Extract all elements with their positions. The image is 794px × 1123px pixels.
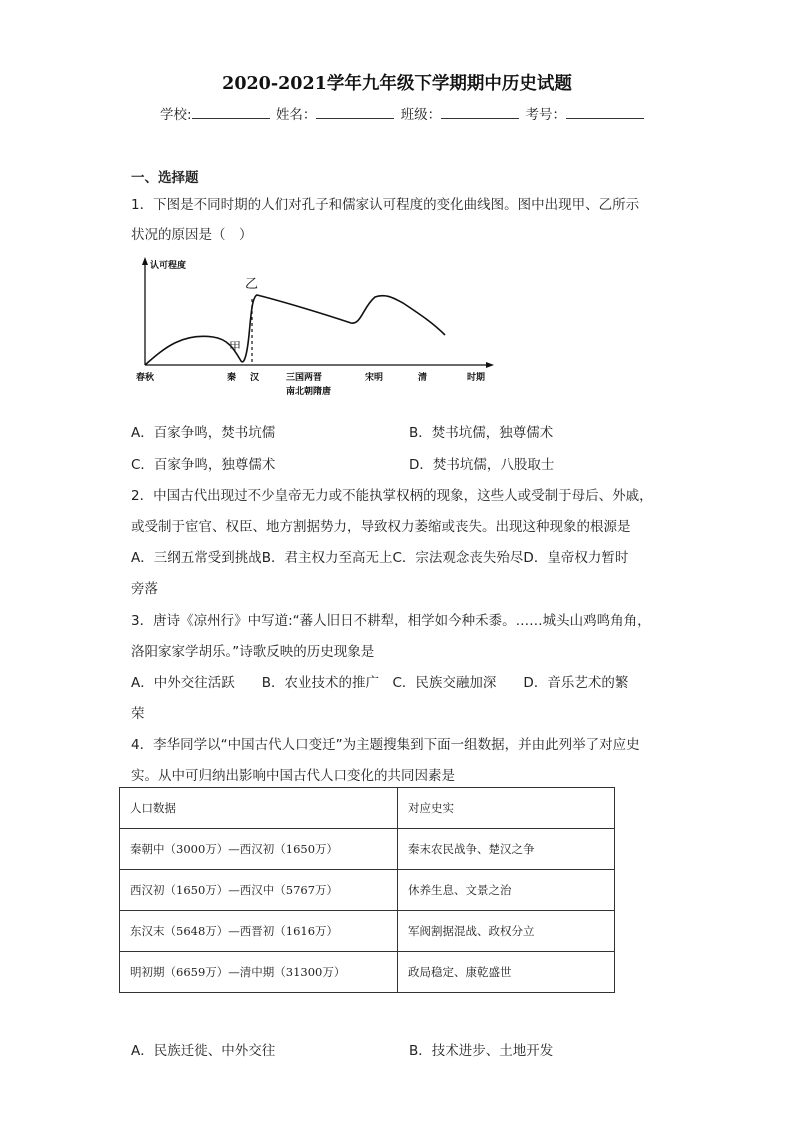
recognition-curve — [145, 295, 445, 365]
q4-option-b[interactable]: B．技术进步、土地开发 — [409, 1043, 554, 1059]
table-row — [120, 870, 615, 911]
q3-options-line[interactable]: A．中外交往活跃 B．农业技术的推广 C．民族交融加深 D．音乐艺术的繁 — [131, 675, 629, 691]
table-cell: 秦朝中（3000万）—西汉初（1650万） — [120, 829, 398, 870]
table-header-cell: 人口数据 — [120, 788, 398, 829]
q4-stem-line2: 实。从中可归纳出影响中国古代人口变化的共同因素是 — [131, 768, 455, 784]
q2-options-line-wrap: 旁落 — [131, 581, 158, 597]
y-axis-arrow — [142, 257, 148, 265]
q1-option-a[interactable]: A．百家争鸣，焚书坑儒 — [131, 425, 276, 441]
name-blank[interactable] — [316, 106, 394, 119]
table-row — [120, 952, 615, 993]
table-row — [120, 829, 615, 870]
q3-options-line-wrap: 荣 — [131, 706, 145, 722]
q2-stem-line1: 2．中国古代出现过不少皇帝无力或不能执掌权柄的现象，这些人或受制于母后、外戚， — [131, 488, 653, 504]
table-header-cell: 对应史实 — [398, 788, 615, 829]
table-cell: 军阀割据混战、政权分立 — [398, 911, 615, 952]
tick-label-songming: 宋明 — [365, 373, 384, 383]
q1-option-b[interactable]: B．焚书坑儒，独尊儒术 — [409, 425, 554, 441]
tick-label-qing: 清 — [418, 373, 428, 383]
tick-label-sanguo: 三国两晋 — [286, 373, 323, 383]
recognition-curve-chart — [131, 255, 501, 400]
tick-label-chunqiu: 春秋 — [136, 373, 155, 383]
q3-stem-line1: 3．唐诗《凉州行》中写道:“蕃人旧日不耕犁，相学如今种禾黍。……城头山鸡鸣角角， — [131, 613, 651, 629]
tick-label-han: 汉 — [250, 373, 260, 383]
name-label: 姓名： — [275, 107, 317, 123]
school-label: 学校: — [160, 107, 192, 123]
q4-stem-line1: 4．李华同学以“中国古代人口变迁”为主题搜集到下面一组数据，并由此列举了对应史 — [131, 737, 640, 753]
table-cell: 西汉初（1650万）—西汉中（5767万） — [120, 870, 398, 911]
section-heading: 一、选择题 — [131, 170, 199, 186]
population-table — [119, 787, 615, 993]
tick-label-nanbeichao: 南北朝隋唐 — [286, 387, 332, 397]
school-blank[interactable] — [192, 106, 270, 119]
annotation-yi: 乙 — [245, 277, 259, 292]
q1-option-d[interactable]: D．焚书坑儒，八股取士 — [409, 457, 555, 473]
table-cell: 秦末农民战争、楚汉之争 — [398, 829, 615, 870]
student-info-line — [160, 103, 646, 123]
q2-options-line[interactable]: A．三纲五常受到挑战B．君主权力至高无上C．宗法观念丧失殆尽D．皇帝权力暂时 — [131, 550, 629, 566]
q1-stem-line1: 1．下图是不同时期的人们对孔子和儒家认可程度的变化曲线图。图中出现甲、乙所示 — [131, 197, 640, 213]
annotation-jia: 甲 — [229, 340, 242, 354]
class-label: 班级： — [400, 107, 442, 123]
table-cell: 东汉末（5648万）—西晋初（1616万） — [120, 911, 398, 952]
table-header-row — [120, 788, 615, 829]
class-blank[interactable] — [441, 106, 519, 119]
tick-label-qin: 秦 — [227, 373, 237, 383]
id-blank[interactable] — [566, 106, 644, 119]
table-cell: 明初期（6659万）—清中期（31300万） — [120, 952, 398, 993]
x-axis-arrow — [486, 362, 494, 368]
q1-stem-line2: 状况的原因是（ ） — [131, 227, 253, 243]
table-row — [120, 911, 615, 952]
y-axis-label: 认可程度 — [150, 261, 187, 271]
x-axis-label: 时期 — [467, 373, 486, 383]
table-cell: 政局稳定、康乾盛世 — [398, 952, 615, 993]
exam-title: 2020-2021学年九年级下学期期中历史试题 — [222, 74, 572, 94]
q2-stem-line2: 或受制于宦官、权臣、地方割据势力，导致权力萎缩或丧失。出现这种现象的根源是 — [131, 519, 631, 535]
id-label: 考号： — [525, 107, 566, 123]
q4-option-a[interactable]: A．民族迁徙、中外交往 — [131, 1043, 276, 1059]
q1-option-c[interactable]: C．百家争鸣，独尊儒术 — [131, 457, 276, 473]
table-cell: 休养生息、文景之治 — [398, 870, 615, 911]
q3-stem-line2: 洛阳家家学胡乐。”诗歌反映的历史现象是 — [131, 644, 375, 660]
